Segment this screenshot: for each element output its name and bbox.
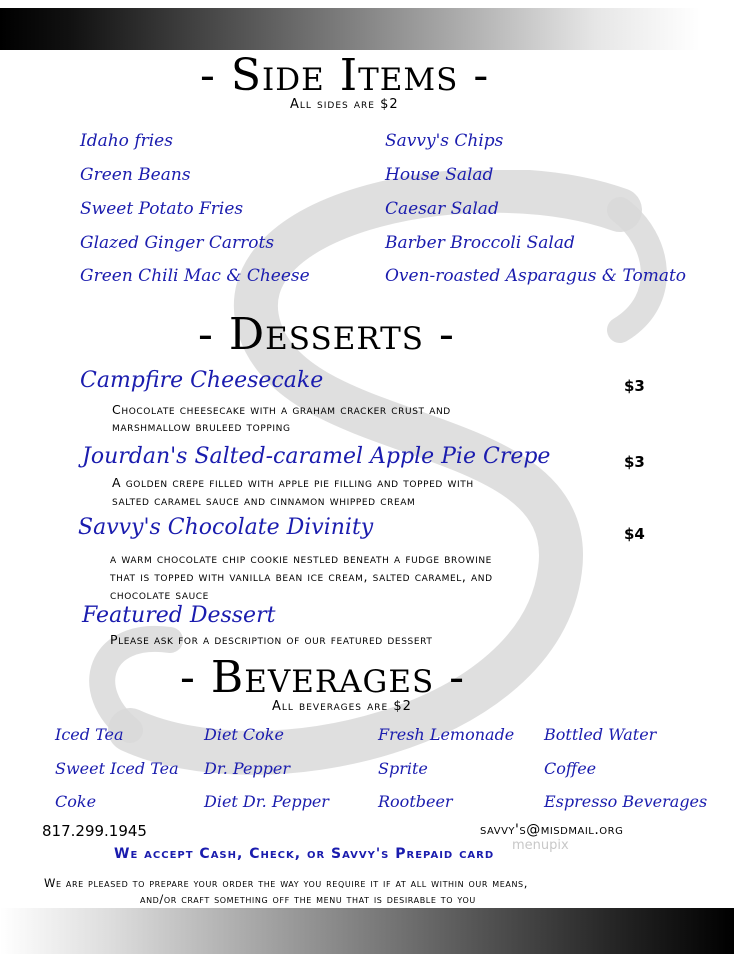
- dessert-name: Featured Dessert: [82, 603, 276, 628]
- dessert-price: $3: [624, 377, 645, 395]
- dessert-description: salted caramel sauce and cinnamon whipped cream: [112, 493, 416, 508]
- side-items-title: - Side Items -: [200, 50, 490, 101]
- dessert-price: $3: [624, 453, 645, 471]
- beverage-item: Diet Coke: [204, 725, 284, 744]
- desserts-title: - Desserts -: [198, 309, 455, 360]
- menupix-watermark: menupix: [512, 838, 569, 853]
- beverage-item: Rootbeer: [378, 792, 453, 811]
- side-item: Sweet Potato Fries: [80, 199, 244, 219]
- side-item: Green Beans: [80, 165, 191, 185]
- dessert-description: Please ask for a description of our featured dessert: [110, 632, 433, 647]
- dessert-name: Campfire Cheesecake: [80, 368, 324, 393]
- custom-order-note: and/or craft something off the menu that is desirable to you: [140, 892, 476, 906]
- payment-methods: We accept Cash, Check, or Savvy's Prepaid card: [114, 846, 495, 862]
- side-item: Barber Broccoli Salad: [385, 233, 575, 253]
- dessert-price: $4: [624, 525, 645, 543]
- bottom-gradient-band: [0, 908, 734, 954]
- dessert-description: chocolate sauce: [110, 587, 209, 602]
- beverage-item: Coke: [55, 792, 97, 811]
- dessert-description: A golden crepe filled with apple pie filling and topped with: [112, 475, 474, 490]
- dessert-description: marshmallow bruleed topping: [112, 419, 291, 434]
- beverage-item: Dr. Pepper: [204, 759, 291, 778]
- beverages-subtitle: All beverages are $2: [272, 699, 412, 714]
- dessert-description: that is topped with vanilla bean ice cream, salted caramel, and: [110, 569, 493, 584]
- side-item: Idaho fries: [80, 131, 173, 151]
- side-items-subtitle: All sides are $2: [290, 97, 399, 112]
- phone-number: 817.299.1945: [42, 822, 147, 840]
- side-item: Caesar Salad: [385, 199, 499, 219]
- custom-order-note: We are pleased to prepare your order the way you require it if at all within our means,: [44, 876, 528, 890]
- beverage-item: Fresh Lemonade: [378, 725, 515, 744]
- side-item: Green Chili Mac & Cheese: [80, 266, 310, 286]
- side-item: Oven-roasted Asparagus & Tomato: [385, 266, 687, 286]
- beverage-item: Sweet Iced Tea: [55, 759, 179, 778]
- dessert-description: a warm chocolate chip cookie nestled beneath a fudge browine: [110, 551, 492, 566]
- dessert-name: Savvy's Chocolate Divinity: [78, 515, 374, 540]
- side-item: House Salad: [385, 165, 494, 185]
- dessert-description: Chocolate cheesecake with a graham cracker crust and: [112, 402, 451, 417]
- beverage-item: Iced Tea: [55, 725, 124, 744]
- beverage-item: Coffee: [544, 759, 597, 778]
- beverage-item: Espresso Beverages: [544, 792, 708, 811]
- beverages-title: - Beverages -: [180, 652, 466, 703]
- beverage-item: Diet Dr. Pepper: [204, 792, 329, 811]
- side-item: Savvy's Chips: [385, 131, 504, 151]
- email-address: savvy's@misdmail.org: [480, 822, 624, 838]
- beverage-item: Bottled Water: [544, 725, 657, 744]
- top-gradient-band: [0, 8, 700, 50]
- beverage-item: Sprite: [378, 759, 428, 778]
- side-item: Glazed Ginger Carrots: [80, 233, 275, 253]
- dessert-name: Jourdan's Salted-caramel Apple Pie Crepe: [82, 444, 551, 469]
